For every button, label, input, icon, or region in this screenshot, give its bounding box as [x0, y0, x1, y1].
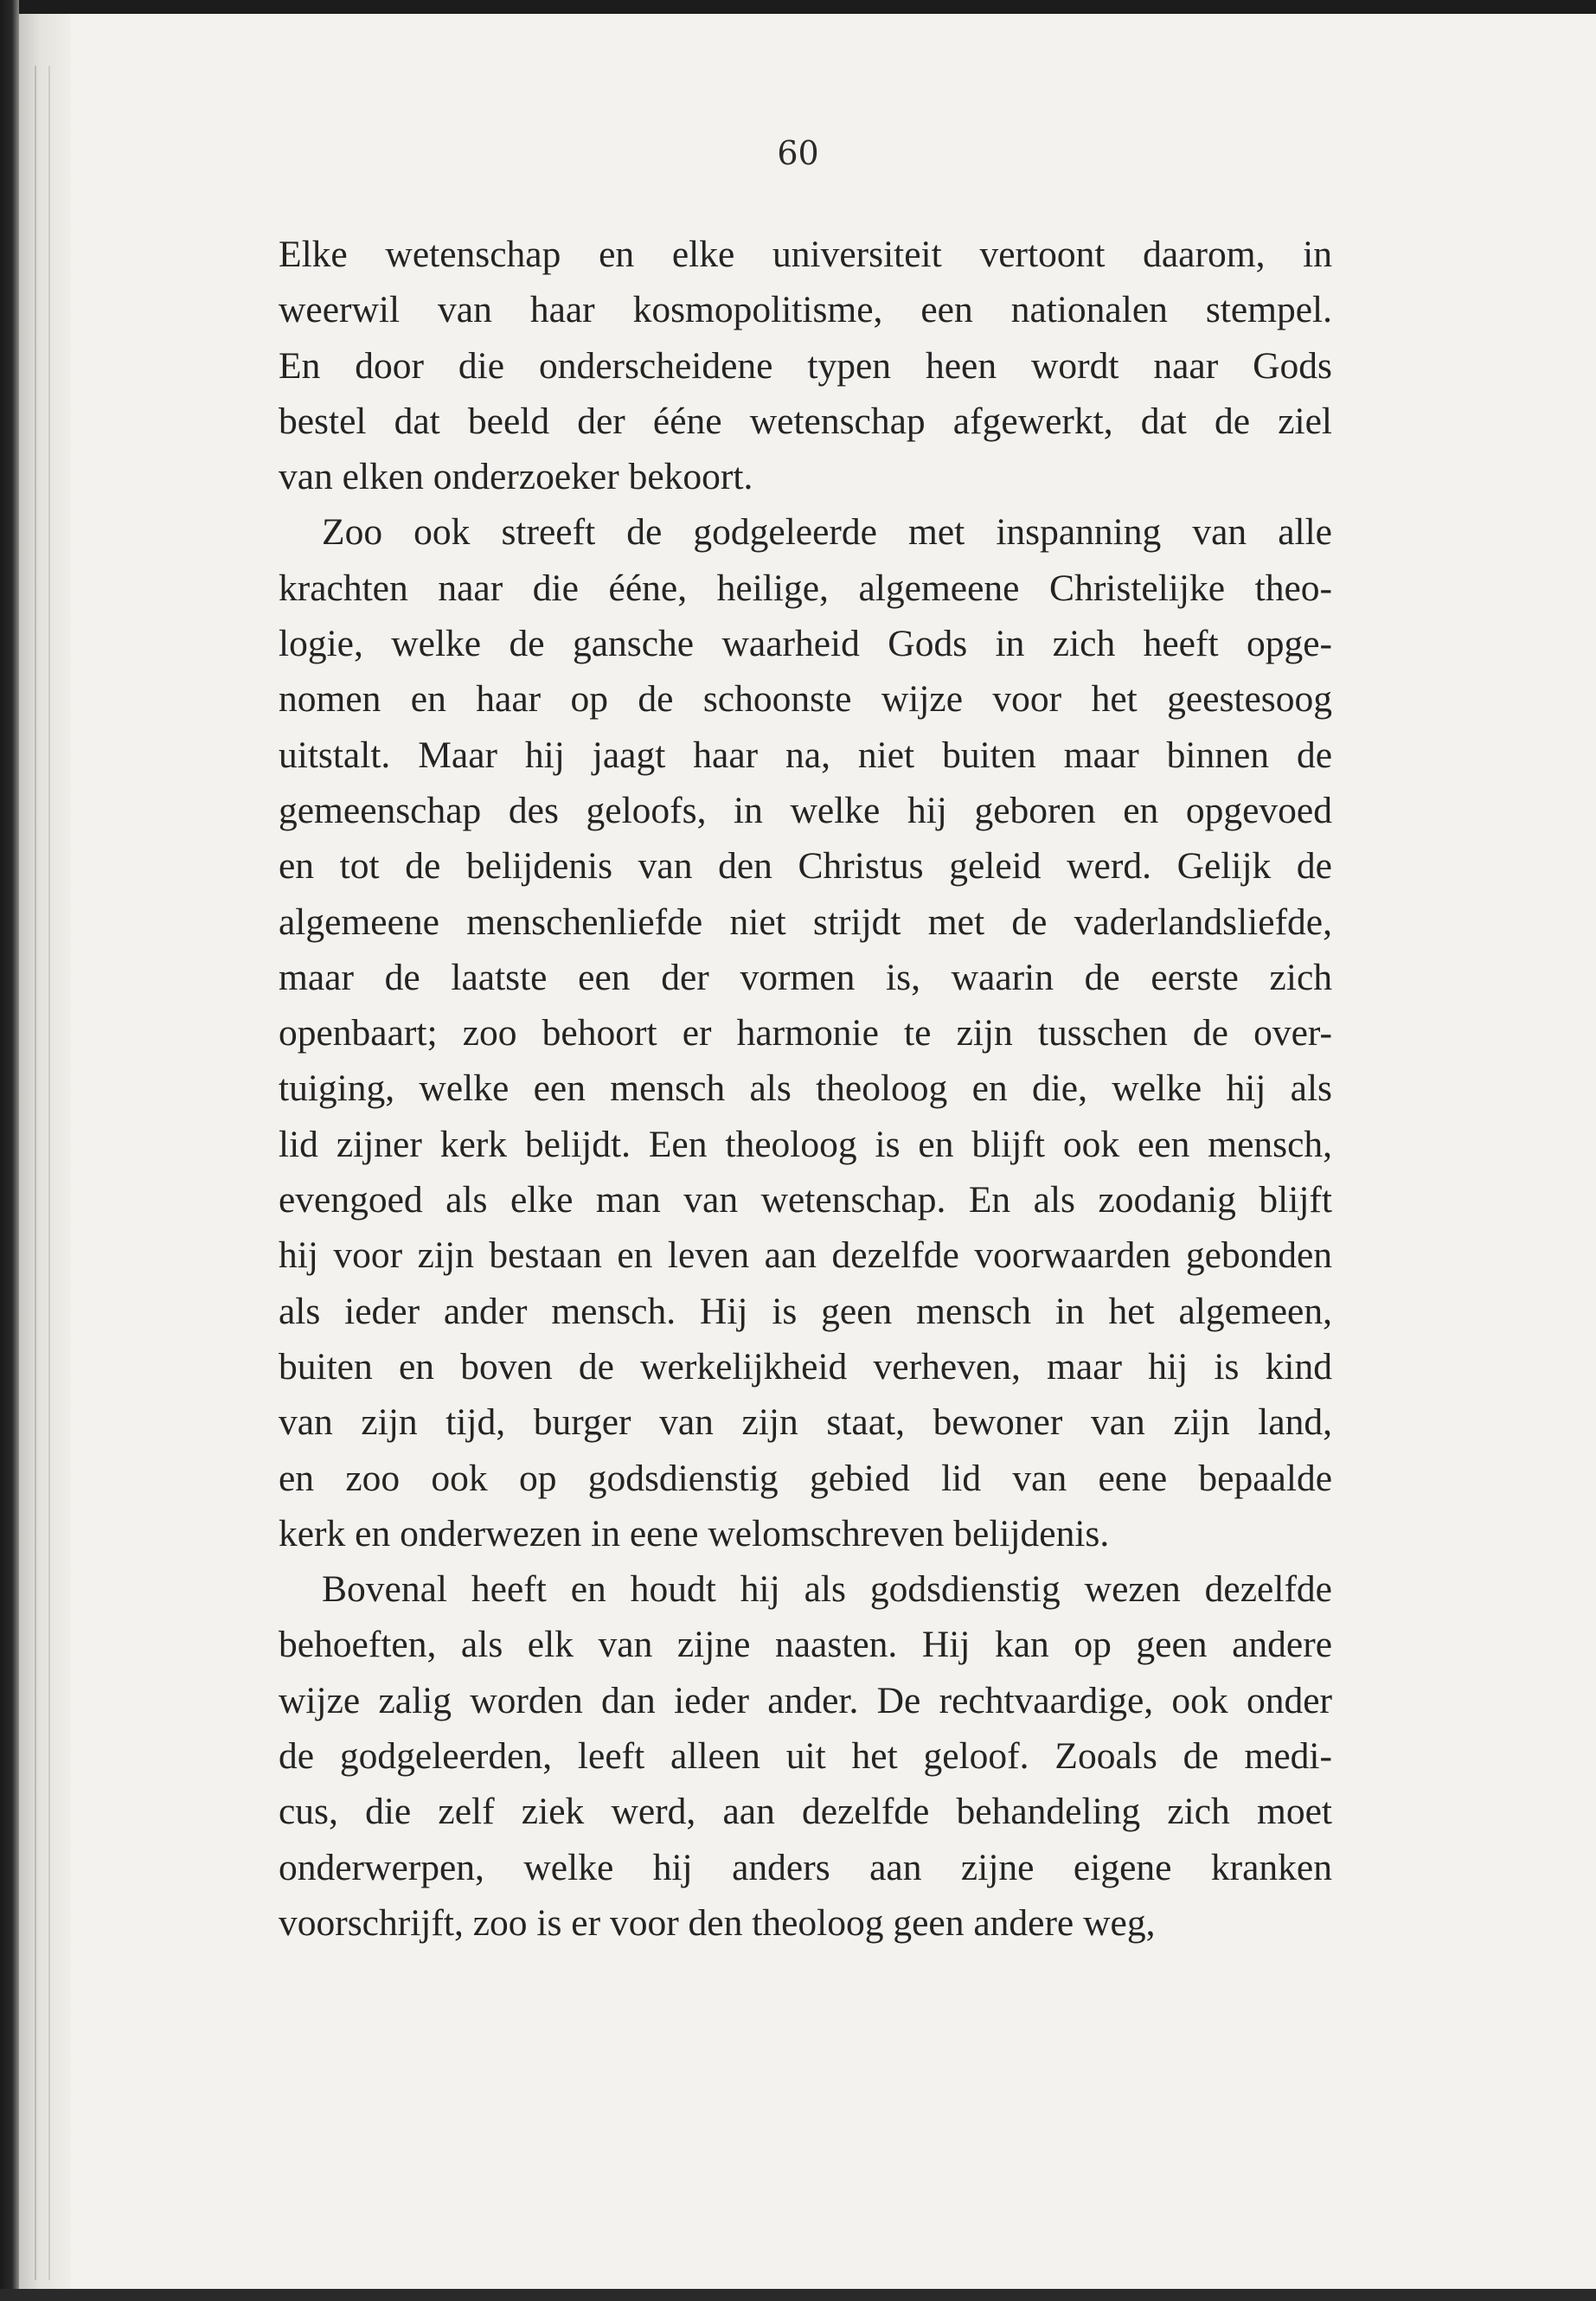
text-line: openbaart; zoo behoort er harmonie te zijn tusschen de over- [279, 1012, 1332, 1054]
text-line: Zoo ook streeft de godgeleerde met inspanning van alle [322, 511, 1332, 554]
text-line: onderwerpen, welke hij anders aan zijne eigene kranken [279, 1846, 1332, 1888]
text-line: gemeenschap des geloofs, in welke hij geboren en opgevoed [279, 789, 1332, 831]
text-line: als ieder ander mensch. Hij is geen mensch in het algemeen, [279, 1290, 1332, 1332]
text-line: voorschrijft, zoo is er voor den theoloog geen andere weg, [279, 1901, 1156, 1944]
text-line: uitstalt. Maar hij jaagt haar na, niet buiten maar binnen de [279, 734, 1332, 776]
text-line: en tot de belijdenis van den Christus geleid werd. Gelijk de [279, 845, 1332, 888]
text-line: Bovenal heeft en houdt hij als godsdienstig wezen dezelfde [322, 1568, 1332, 1611]
text-line: wijze zalig worden dan ieder ander. De rechtvaardige, ook onder [279, 1679, 1332, 1721]
text-line: maar de laatste een der vormen is, waarin de eerste zich [279, 956, 1332, 998]
text-line: buiten en boven de werkelijkheid verheven, maar hij is kind [279, 1345, 1332, 1388]
body-text [279, 227, 1332, 1951]
text-line: en zoo ook op godsdienstig gebied lid van eene bepaalde [279, 1457, 1332, 1499]
text-line: kerk en onderwezen in eene welomschreven belijdenis. [279, 1512, 1110, 1554]
text-line: evengoed als elke man van wetenschap. En als zoodanig blijft [279, 1179, 1332, 1221]
text-line: tuiging, welke een mensch als theoloog en die, welke hij als [279, 1067, 1332, 1110]
text-line: hij voor zijn bestaan en leven aan dezelfde voorwaarden gebonden [279, 1234, 1332, 1277]
text-line: bestel dat beeld der ééne wetenschap afgewerkt, dat de ziel [279, 400, 1332, 442]
scan-bottom-border [0, 2289, 1596, 2301]
text-line: En door die onderscheidene typen heen wordt naar Gods [279, 344, 1332, 387]
text-line: de godgeleerden, leeft alleen uit het geloof. Zooals de medi- [279, 1735, 1332, 1778]
text-line: krachten naar die ééne, heilige, algemeene Christelijke theo- [279, 567, 1332, 609]
text-line: Elke wetenschap en elke universiteit vertoont daarom, in [279, 234, 1332, 275]
text-line: nomen en haar op de schoonste wijze voor het geestesoog [279, 678, 1332, 721]
gutter-line [48, 66, 50, 2280]
page-gutter [19, 14, 71, 2289]
text-line: van zijn tijd, burger van zijn staat, bewoner van zijn land, [279, 1401, 1332, 1444]
text-line: cus, die zelf ziek werd, aan dezelfde behandeling zich moet [279, 1791, 1332, 1833]
text-line: lid zijner kerk belijdt. Een theoloog is en blijft ook een mensch, [279, 1123, 1332, 1165]
text-line: behoeften, als elk van zijne naasten. Hij kan op geen andere [279, 1624, 1332, 1666]
text-line: algemeene menschenliefde niet strijdt met de vaderlandsliefde, [279, 901, 1332, 943]
text-line: van elken onderzoeker bekoort. [279, 456, 753, 498]
book-spine-edge [0, 0, 19, 2301]
text-line: weerwil van haar kosmopolitisme, een nationalen stempel. [279, 289, 1332, 331]
scan-top-border [0, 0, 1596, 14]
gutter-line [35, 66, 36, 2280]
text-line: logie, welke de gansche waarheid Gods in zich heeft opge- [279, 623, 1332, 665]
page-number: 60 [777, 134, 819, 172]
